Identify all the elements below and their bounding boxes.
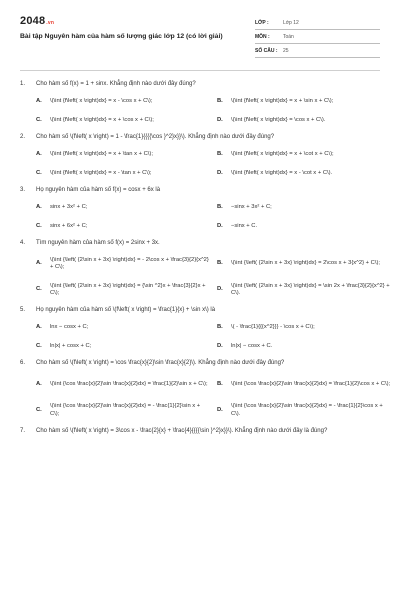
option-d[interactable] (217, 222, 392, 231)
option-text: \(\int {\left( {2\sin x + 3x} \right)dx} = {\sin ^2}x + \frac{3}{2}x + C\); (50, 282, 206, 297)
question-6 (20, 359, 391, 418)
option-d[interactable] (217, 282, 392, 298)
question-stem (20, 239, 382, 247)
option-text: \(\int {f\left( x \right)dx} = x + \cot x + C\); (231, 150, 334, 157)
option-text: −sinx + C. (231, 222, 258, 229)
option-letter: D. (217, 169, 223, 176)
site-logo[interactable] (20, 14, 54, 29)
option-c[interactable] (36, 282, 211, 298)
meta-row-class (255, 16, 380, 30)
option-a[interactable] (36, 97, 211, 106)
option-text: \(\int {\left( {2\sin x + 3x} \right)dx} = - 2\cos x + \frac{3}{2}{x^2} + C\); (50, 256, 209, 271)
option-letter: A. (36, 324, 42, 331)
question-number: 5. (20, 307, 26, 314)
option-letter: B. (217, 380, 223, 387)
question-text: Tìm nguyên hàm của hàm số f(x) = 2sinx + 3x. (36, 240, 160, 247)
option-letter: B. (217, 97, 223, 104)
option-list (20, 203, 382, 231)
option-letter: B. (217, 324, 223, 331)
option-letter: C. (36, 286, 42, 293)
question-number: 2. (20, 134, 26, 141)
option-letter: D. (217, 286, 223, 293)
meta-row-subject (255, 30, 380, 44)
question-stem (20, 133, 382, 141)
option-letter: D. (217, 222, 223, 229)
option-text: \(\int {\cos \frac{x}{2}\sin \frac{x}{2}dx} = - \frac{1}{2}\sin x + C\); (50, 402, 201, 417)
question-number: 3. (20, 187, 26, 194)
option-list (20, 323, 382, 351)
option-list (20, 377, 391, 419)
option-text: −sinx + 3x² + C; (231, 203, 272, 210)
option-text: sinx + 6x² + C; (50, 222, 88, 229)
question-text: Cho hàm số \(f\left( x \right) = 3\cos x - \frac{2}{x} + \frac{4}{{{{\sin }^2}x}}\). Khẳng định nào dưới đây là đúng? (36, 427, 328, 434)
question-stem (20, 306, 382, 314)
question-text: Họ nguyên hàm của hàm số f(x) = cosx + 6x là (36, 187, 161, 194)
meta-value: Toán (283, 34, 294, 41)
option-a[interactable] (36, 256, 211, 272)
option-b[interactable] (217, 377, 392, 393)
meta-value: 25 (283, 48, 289, 55)
question-stem (20, 186, 382, 194)
option-list (20, 97, 382, 125)
option-d[interactable] (217, 116, 392, 125)
option-letter: D. (217, 406, 223, 413)
option-c[interactable] (36, 342, 211, 351)
option-letter: D. (217, 343, 223, 350)
question-number: 4. (20, 240, 26, 247)
option-text: \(\int {f\left( x \right)dx} = x + \tan x + C\); (50, 150, 153, 157)
option-a[interactable] (36, 323, 211, 332)
question-text: Cho hàm số \(f\left( x \right) = 1 - \frac{1}{{{{\cos }^2}x}}\). Khẳng định nào dưới đây đúng? (36, 134, 275, 141)
option-d[interactable] (217, 403, 392, 419)
option-list (20, 150, 382, 178)
meta-label: LỚP : (255, 20, 269, 27)
header-divider (20, 70, 380, 71)
option-text: \(\int {\cos \frac{x}{2}\sin \frac{x}{2}dx} = \frac{1}{2}\sin x + C\); (50, 380, 208, 387)
question-list (20, 80, 391, 443)
option-text: \(\int {\left( {2\sin x + 3x} \right)dx} = 2\cos x + 3{x^2} + C\); (231, 260, 381, 267)
question-2 (20, 133, 382, 178)
option-letter: A. (36, 150, 42, 157)
option-text: \(\int {f\left( x \right)dx} = x + \cos x + C\); (50, 116, 154, 123)
option-b[interactable] (217, 203, 392, 212)
question-3 (20, 186, 382, 231)
option-letter: A. (36, 97, 42, 104)
question-7 (20, 427, 382, 435)
option-text: \(\int {\cos \frac{x}{2}\sin \frac{x}{2}dx} = \frac{1}{2}\cos x + C\); (231, 380, 391, 387)
meta-label: SỐ CÂU : (255, 48, 278, 55)
option-b[interactable] (217, 97, 392, 106)
option-list (20, 256, 390, 298)
option-text: \(\int {f\left( x \right)dx} = x - \tan x + C\); (50, 169, 152, 176)
option-letter: B. (217, 150, 223, 157)
option-text: \(\int {f\left( x \right)dx} = x + \sin x + C\); (231, 97, 334, 104)
question-stem (20, 80, 382, 88)
option-text: ln|x| − cosx + C. (231, 343, 273, 350)
question-number: 7. (20, 427, 26, 434)
question-number: 1. (20, 81, 26, 87)
logo-suffix: .vn (46, 20, 55, 26)
question-text: Họ nguyên hàm của hàm số \(f\left( x \right) = \frac{1}{x} + \sin x\) là (36, 307, 216, 314)
meta-label: MÔN : (255, 34, 270, 41)
option-text: \(\int {f\left( x \right)dx} = x - \cos x + C\); (50, 97, 153, 104)
question-1 (20, 80, 382, 125)
option-a[interactable] (36, 150, 211, 159)
option-letter: B. (217, 203, 223, 210)
meta-info (255, 16, 380, 58)
option-letter: D. (217, 116, 223, 123)
option-text: ln|x| + cosx + C; (50, 343, 92, 350)
question-text: Cho hàm số \(f\left( x \right) = \cos \frac{x}{2}\sin \frac{x}{2}\). Khẳng định nào dưới đây đúng? (36, 360, 285, 367)
option-letter: C. (36, 116, 42, 123)
option-letter: A. (36, 380, 42, 387)
option-text: \(\int {\left( {2\sin x + 3x} \right)dx} = \sin 2x + \frac{3}{2}{x^2} + C\). (231, 282, 390, 297)
option-text: \(\int {f\left( x \right)dx} = x - \cot x + C\). (231, 169, 333, 176)
option-b[interactable] (217, 323, 392, 332)
option-c[interactable] (36, 222, 211, 231)
option-text: lnx − cosx + C; (50, 324, 89, 331)
option-letter: C. (36, 343, 42, 350)
meta-value: Lớp 12 (283, 20, 299, 27)
option-c[interactable] (36, 169, 211, 178)
option-letter: A. (36, 260, 42, 267)
question-5 (20, 306, 382, 351)
option-c[interactable] (36, 403, 211, 419)
option-d[interactable] (217, 342, 392, 351)
question-4 (20, 239, 390, 298)
question-stem (20, 359, 382, 367)
question-stem (20, 427, 382, 435)
option-letter: B. (217, 260, 223, 267)
meta-row-question-count (255, 44, 380, 58)
document-title: Bài tập Nguyên hàm của hàm số lượng giác lớp 12 (có lời giải) (20, 33, 223, 40)
option-b[interactable] (217, 256, 392, 272)
option-text: \(\int {\cos \frac{x}{2}\sin \frac{x}{2}dx} = - \frac{1}{2}\cos x + C\). (231, 402, 383, 417)
option-text: \(\int {f\left( x \right)dx} = \cos x + C\). (231, 116, 326, 123)
option-letter: C. (36, 406, 42, 413)
option-letter: C. (36, 222, 42, 229)
option-d[interactable] (217, 169, 392, 178)
option-text: \( - \frac{1}{{{x^2}}} - \cos x + C\); (231, 324, 315, 331)
document-header (20, 14, 380, 58)
option-text: sinx + 3x² + C; (50, 203, 88, 210)
option-letter: C. (36, 169, 42, 176)
question-number: 6. (20, 360, 26, 367)
question-text: Cho hàm số f(x) = 1 + sinx. Khẳng định nào dưới đây đúng? (36, 81, 196, 87)
option-a[interactable] (36, 377, 211, 393)
option-a[interactable] (36, 203, 211, 212)
option-b[interactable] (217, 150, 392, 159)
option-letter: A. (36, 203, 42, 210)
option-c[interactable] (36, 116, 211, 125)
logo-text: 2048 (20, 15, 46, 27)
